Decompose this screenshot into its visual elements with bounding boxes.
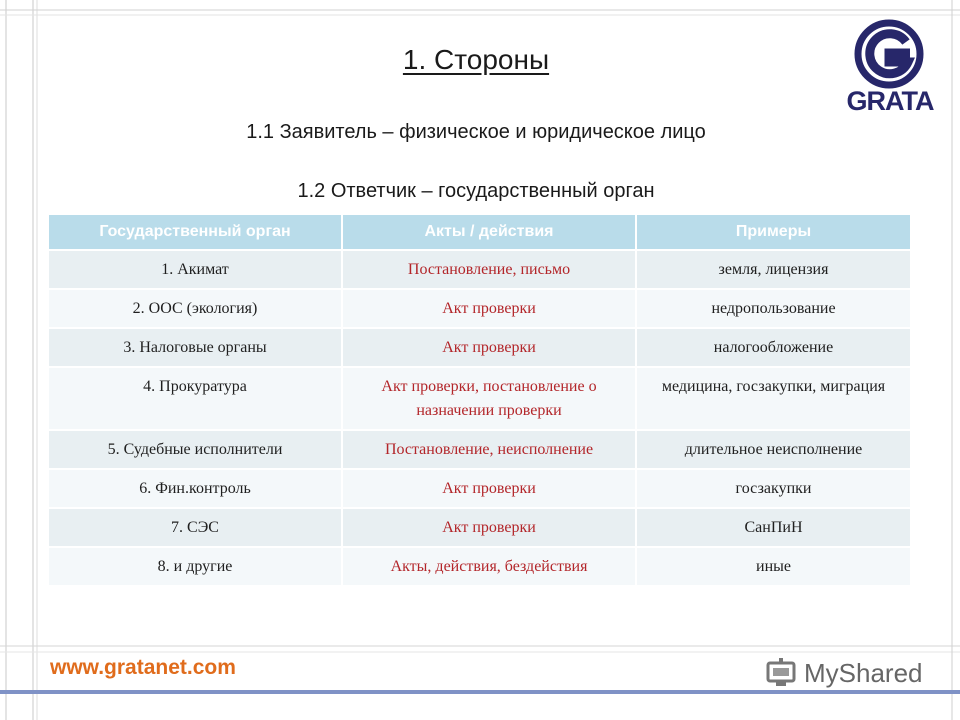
acts-cell: Постановление, неисполнение <box>343 431 635 468</box>
examples-cell: медицина, госзакупки, миграция <box>637 368 910 429</box>
column-header-acts: Акты / действия <box>343 215 635 249</box>
acts-cell: Акт проверки <box>343 509 635 546</box>
acts-cell: Акт проверки, постановление о назначении проверки <box>343 368 635 429</box>
table-row <box>49 431 910 468</box>
examples-cell: недропользование <box>637 290 910 327</box>
page-title: 1. Стороны <box>402 44 550 75</box>
examples-cell: иные <box>637 548 910 585</box>
column-header-authority: Государственный орган <box>49 215 341 249</box>
logo-wordmark: GRATA <box>846 86 934 116</box>
footer-divider <box>0 690 960 694</box>
myshared-watermark-text: MyShared <box>804 657 923 688</box>
authority-cell: 1. Акимат <box>49 251 341 288</box>
table-row <box>49 548 910 585</box>
myshared-logo-icon <box>766 657 800 689</box>
table-row <box>49 251 910 288</box>
examples-cell: земля, лицензия <box>637 251 910 288</box>
acts-cell: Постановление, письмо <box>343 251 635 288</box>
applicant-line: 1.1 Заявитель – физическое и юридическое лицо <box>246 121 706 143</box>
authority-cell: 2. ООС (экология) <box>49 290 341 327</box>
table-row <box>49 470 910 507</box>
acts-cell: Акт проверки <box>343 290 635 327</box>
authority-cell: 5. Судебные исполнители <box>49 431 341 468</box>
table-row <box>49 290 910 327</box>
table-header-row <box>49 215 910 249</box>
respondent-line: 1.2 Ответчик – государственный орган <box>297 180 655 202</box>
examples-cell: СанПиН <box>637 509 910 546</box>
acts-cell: Акт проверки <box>343 470 635 507</box>
column-header-examples: Примеры <box>637 215 910 249</box>
authority-cell: 8. и другие <box>49 548 341 585</box>
footer-website-link[interactable]: www.gratanet.com <box>50 656 236 679</box>
authority-cell: 6. Фин.контроль <box>49 470 341 507</box>
authorities-table <box>47 213 912 587</box>
examples-cell: налогообложение <box>637 329 910 366</box>
acts-cell: Акты, действия, бездействия <box>343 548 635 585</box>
authority-cell: 4. Прокуратура <box>49 368 341 429</box>
table-row <box>49 329 910 366</box>
table-row <box>49 509 910 546</box>
acts-cell: Акт проверки <box>343 329 635 366</box>
myshared-watermark <box>766 656 923 690</box>
authority-cell: 7. СЭС <box>49 509 341 546</box>
examples-cell: госзакупки <box>637 470 910 507</box>
examples-cell: длительное неисполнение <box>637 431 910 468</box>
table-row <box>49 368 910 429</box>
authority-cell: 3. Налоговые органы <box>49 329 341 366</box>
